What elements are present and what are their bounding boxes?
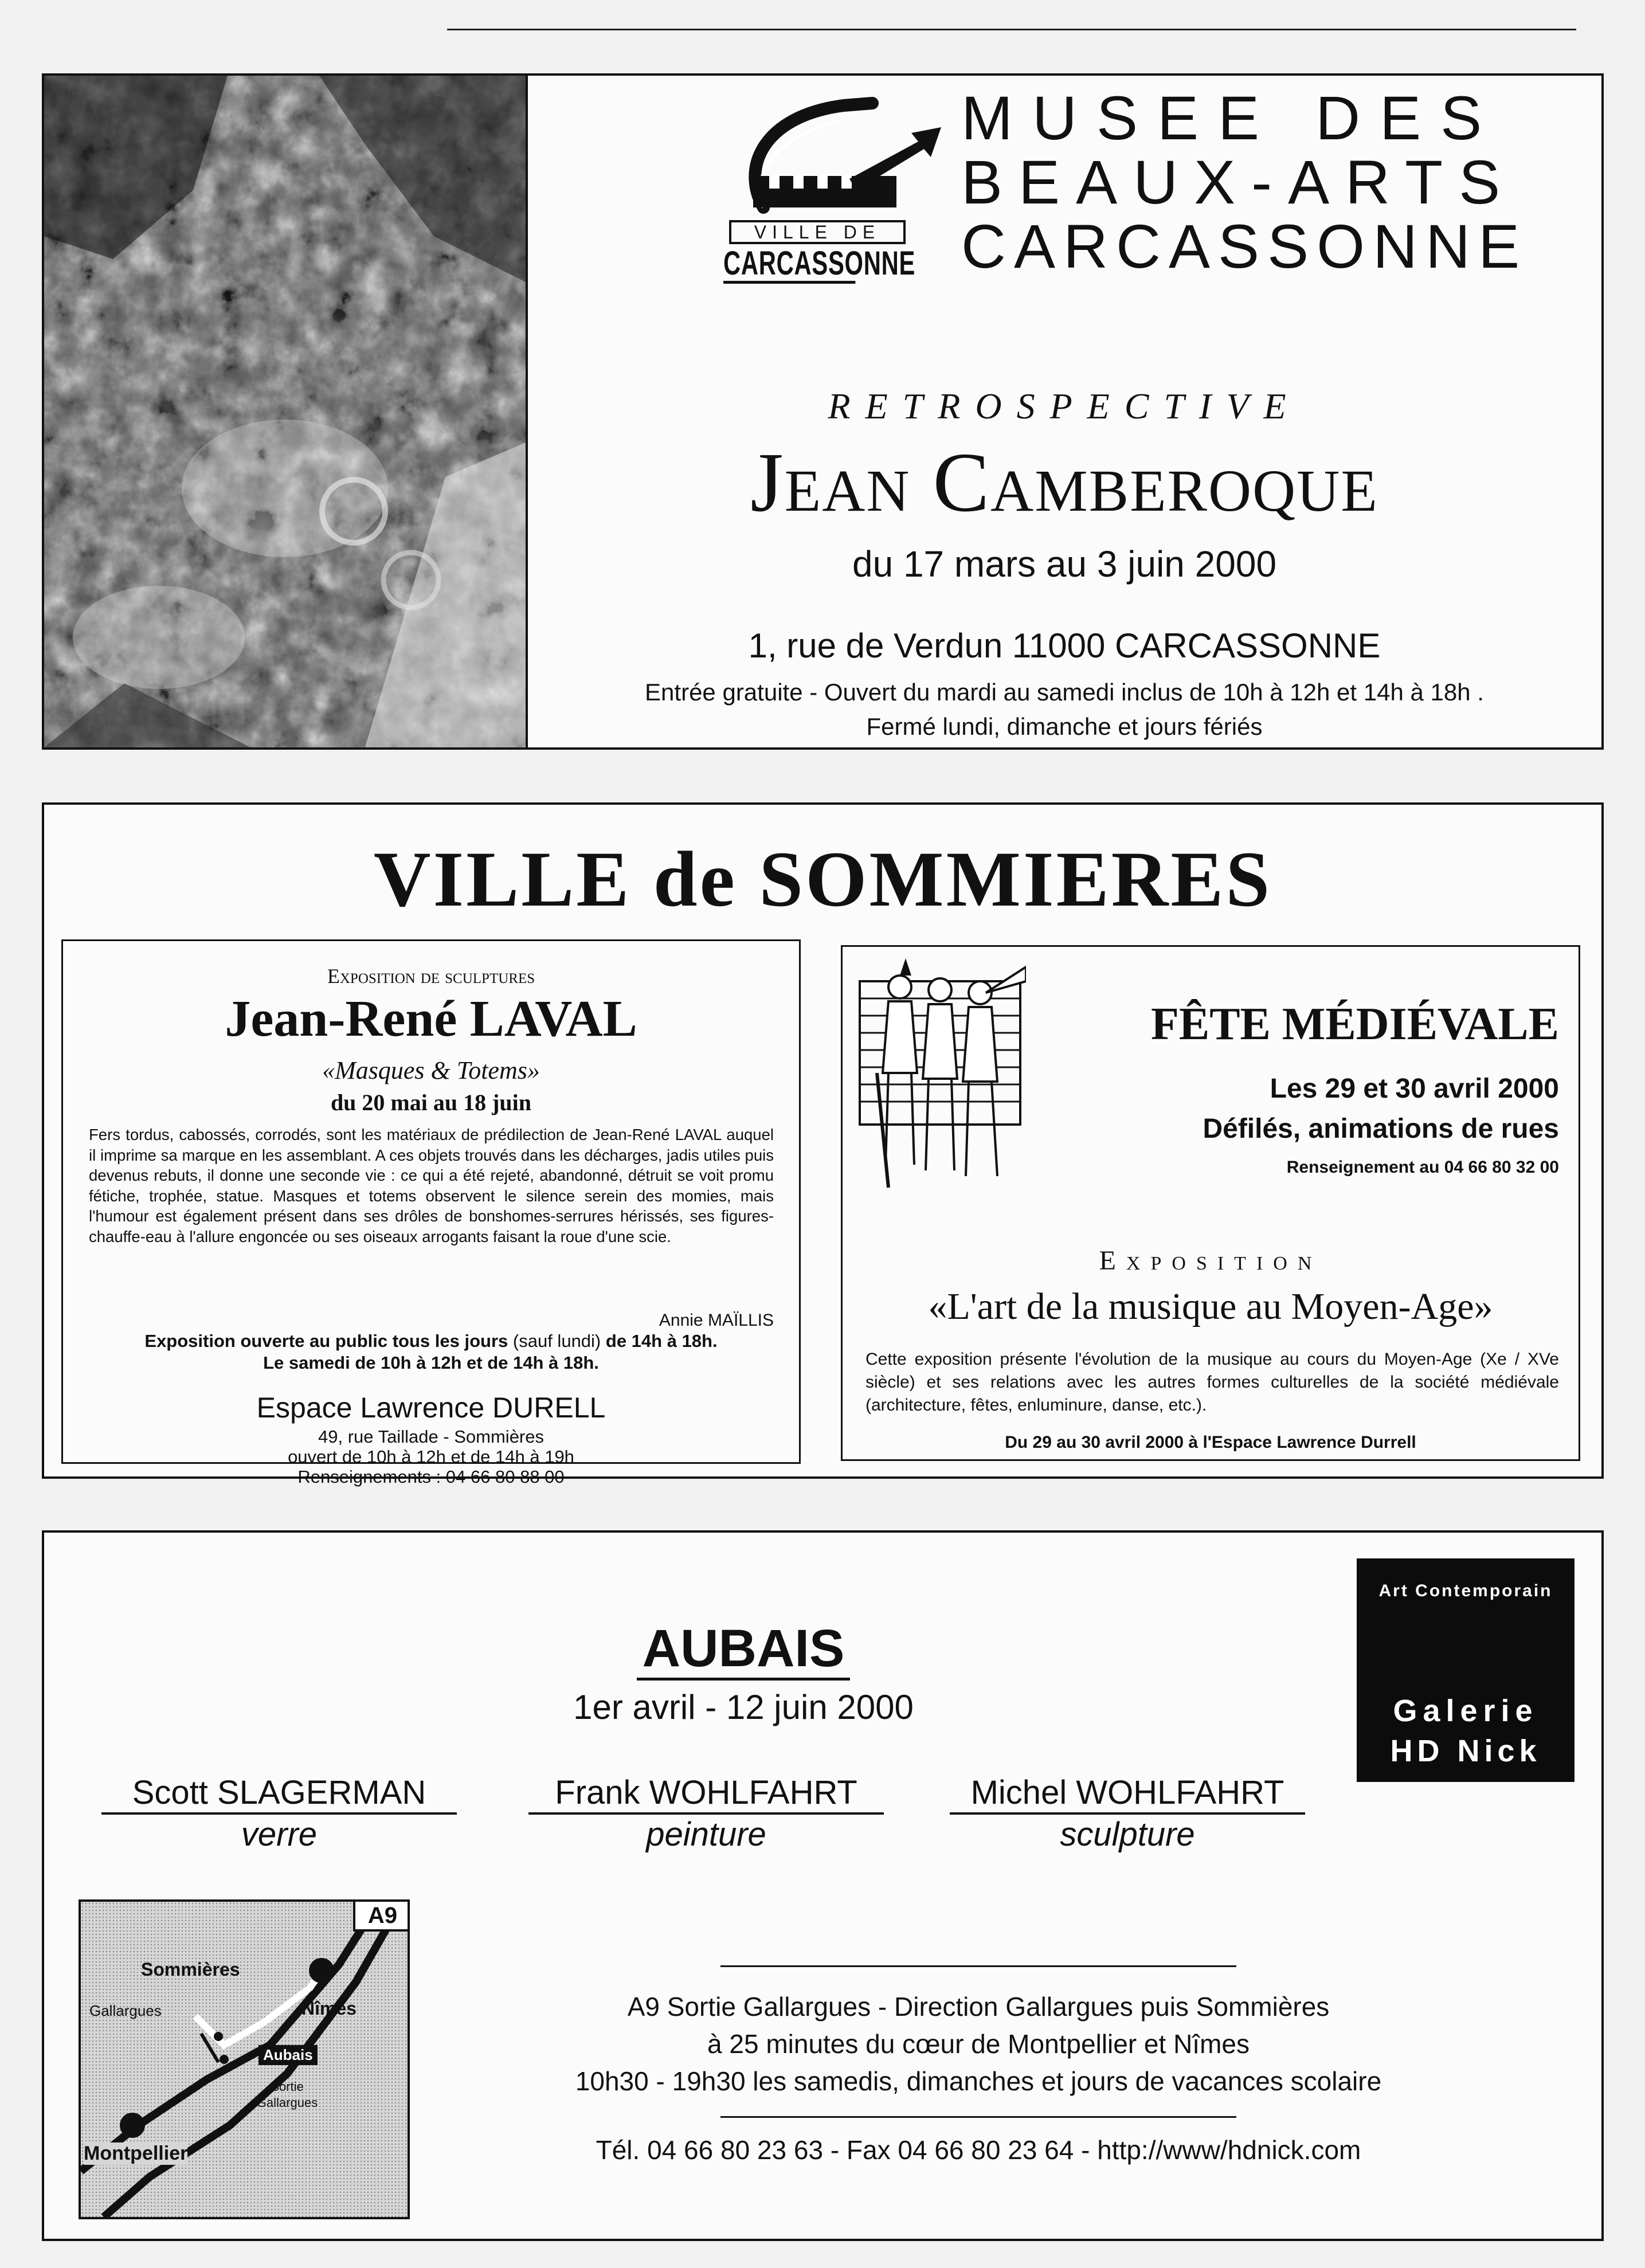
laval-open1	[63, 1331, 799, 1352]
laval-venue-info: Renseignements : 04 66 80 88 00	[297, 1467, 565, 1487]
laval-author: Annie MAÏLLIS	[659, 1311, 774, 1330]
gallery-badge-line2: HD Nick	[1390, 1734, 1541, 1768]
aubais-title-text: AUBAIS	[637, 1619, 851, 1681]
retrospective-label: RETROSPECTIVE	[828, 386, 1301, 426]
museum-dates: du 17 mars au 3 juin 2000	[852, 543, 1277, 585]
map-label-montpellier: Montpellier	[84, 2142, 188, 2164]
top-rule	[447, 29, 1576, 30]
artist-name: Michel WOHLFAHRT	[950, 1773, 1305, 1815]
map-label-sortie2: Gallargues	[256, 2095, 318, 2110]
fete-info: Renseignement au 04 66 80 32 00	[1286, 1158, 1559, 1177]
map-roads-icon	[81, 1902, 408, 2217]
artist-1	[101, 1773, 457, 1855]
carcassonne-logo	[723, 93, 947, 282]
sommieres-ad	[42, 802, 1604, 1487]
laval-open1-a: Exposition ouverte au public tous les jours	[144, 1331, 508, 1351]
artist-name: Scott SLAGERMAN	[101, 1773, 457, 1815]
artist-name: Frank WOHLFAHRT	[528, 1773, 884, 1815]
gallery-badge	[1357, 1558, 1574, 1782]
map-label-a9: A9	[353, 1902, 410, 1932]
laval-venue-addr: 49, rue Taillade - Sommières	[318, 1427, 544, 1447]
logo-line1: VILLE DE	[729, 220, 906, 244]
museum-name-line: BEAUX-ARTS	[961, 147, 1517, 217]
museum-closed: Fermé lundi, dimanche et jours fériés	[866, 713, 1263, 740]
artist-medium: peinture	[646, 1816, 766, 1853]
artist-3	[950, 1773, 1305, 1855]
artist-name: Jean Camberoque	[750, 436, 1378, 530]
fete-title: FÊTE MÉDIÉVALE	[1150, 999, 1559, 1049]
laval-subtitle: «Masques & Totems»	[322, 1056, 540, 1084]
map-label-gallargues: Gallargues	[89, 2002, 162, 2019]
laval-dates: du 20 mai au 18 juin	[330, 1090, 532, 1115]
laval-venue: Espace Lawrence DURELL	[256, 1392, 606, 1424]
directions-line3: 10h30 - 19h30 les samedis, dimanches et jours de vacances scolaire	[575, 2066, 1382, 2096]
museum-name-line: MUSEE DES	[961, 83, 1502, 152]
artist-2	[528, 1773, 884, 1855]
contact-line: Tél. 04 66 80 23 63 - Fax 04 66 80 23 64 - http://www/hdnick.com	[596, 2135, 1361, 2165]
directions-line1: A9 Sortie Gallargues - Direction Gallargues puis Sommières	[627, 1992, 1330, 2022]
sommieres-title: VILLE de SOMMIERES	[373, 835, 1272, 923]
logo-line2: CARCASSONNE	[723, 246, 855, 284]
location-map	[79, 1899, 410, 2219]
map-label-aubais: Aubais	[258, 2045, 318, 2065]
artist-medium: verre	[241, 1816, 318, 1853]
painting-image	[44, 76, 528, 747]
museum-address: 1, rue de Verdun 11000 CARCASSONNE	[748, 626, 1381, 665]
laval-artist: Jean-René LAVAL	[225, 990, 637, 1047]
laval-box	[61, 939, 801, 1464]
directions-rule-top	[720, 1965, 1236, 1967]
fete-box	[841, 945, 1580, 1461]
laval-open2: Le samedi de 10h à 12h et de 14h à 18h.	[263, 1353, 599, 1373]
museum-name-line: CARCASSONNE	[961, 211, 1528, 281]
laval-open1-c: de 14h à 18h.	[605, 1331, 718, 1351]
museum-hours: Entrée gratuite - Ouvert du mardi au samedi inclus de 10h à 12h et 14h à 18h .	[645, 679, 1484, 706]
map-label-sortie1: Sortie	[271, 2079, 304, 2094]
map-label-nimes: Nîmes	[301, 1998, 357, 2019]
laval-body: Fers tordus, cabossés, corrodés, sont les matériaux de prédilection de Jean-René LAVAL auquel il imprime sa marque en les assemblant. A ces objets trouvés dans les décharges, jadis utiles puis devenus rebuts, il donne une seconde vie : ce qui a été rejeté, abandonné, détruit se voit promu fétiche, trophée, statue. Masques et totems observent le silence serein des momies, mais l'humour est également présent dans ses drôles de bonshomes-serrures hérissés, ses figures-chauffe-eau à l'allure engoncée ou ses oiseaux arrogants faisant la roue d'une scie.	[89, 1126, 774, 1245]
museum-name	[961, 83, 1597, 281]
fete-expo-title: «L'art de la musique au Moyen-Age»	[928, 1286, 1493, 1327]
aubais-dates: 1er avril - 12 juin 2000	[573, 1688, 914, 1726]
aubais-ad	[42, 1530, 1604, 2241]
directions-rule-bottom	[720, 2116, 1236, 2118]
laval-label: Exposition de sculptures	[327, 965, 535, 988]
fete-events: Défilés, animations de rues	[1203, 1114, 1559, 1144]
gallery-badge-top: Art Contemporain	[1378, 1581, 1553, 1600]
aubais-title	[571, 1619, 915, 1679]
fete-expo-label: Exposition	[1099, 1245, 1322, 1276]
laval-venue-hours: ouvert de 10h à 12h et de 14h à 19h	[288, 1447, 574, 1467]
artist-medium: sculpture	[1060, 1816, 1195, 1853]
ramparts-arrow-icon	[729, 93, 947, 219]
medieval-musicians-icon	[854, 958, 1026, 1199]
map-label-sommieres: Sommières	[141, 1959, 240, 1980]
fete-expo-dates: Du 29 au 30 avril 2000 à l'Espace Lawrence Durrell	[1005, 1433, 1416, 1452]
gallery-badge-line1: Galerie	[1393, 1694, 1538, 1728]
fete-expo-body: Cette exposition présente l'évolution de la musique au cours du Moyen-Age (Xe / XVe siècle) et ses relations avec les autres formes culturelles de la société médiévale (architecture, fêtes, enluminure, danse, etc.).	[865, 1350, 1559, 1415]
laval-open1-b: (sauf lundi)	[512, 1331, 601, 1351]
fete-dates: Les 29 et 30 avril 2000	[1270, 1074, 1559, 1104]
museum-ad	[42, 73, 1604, 750]
directions-line2: à 25 minutes du cœur de Montpellier et Nîmes	[707, 2029, 1250, 2059]
